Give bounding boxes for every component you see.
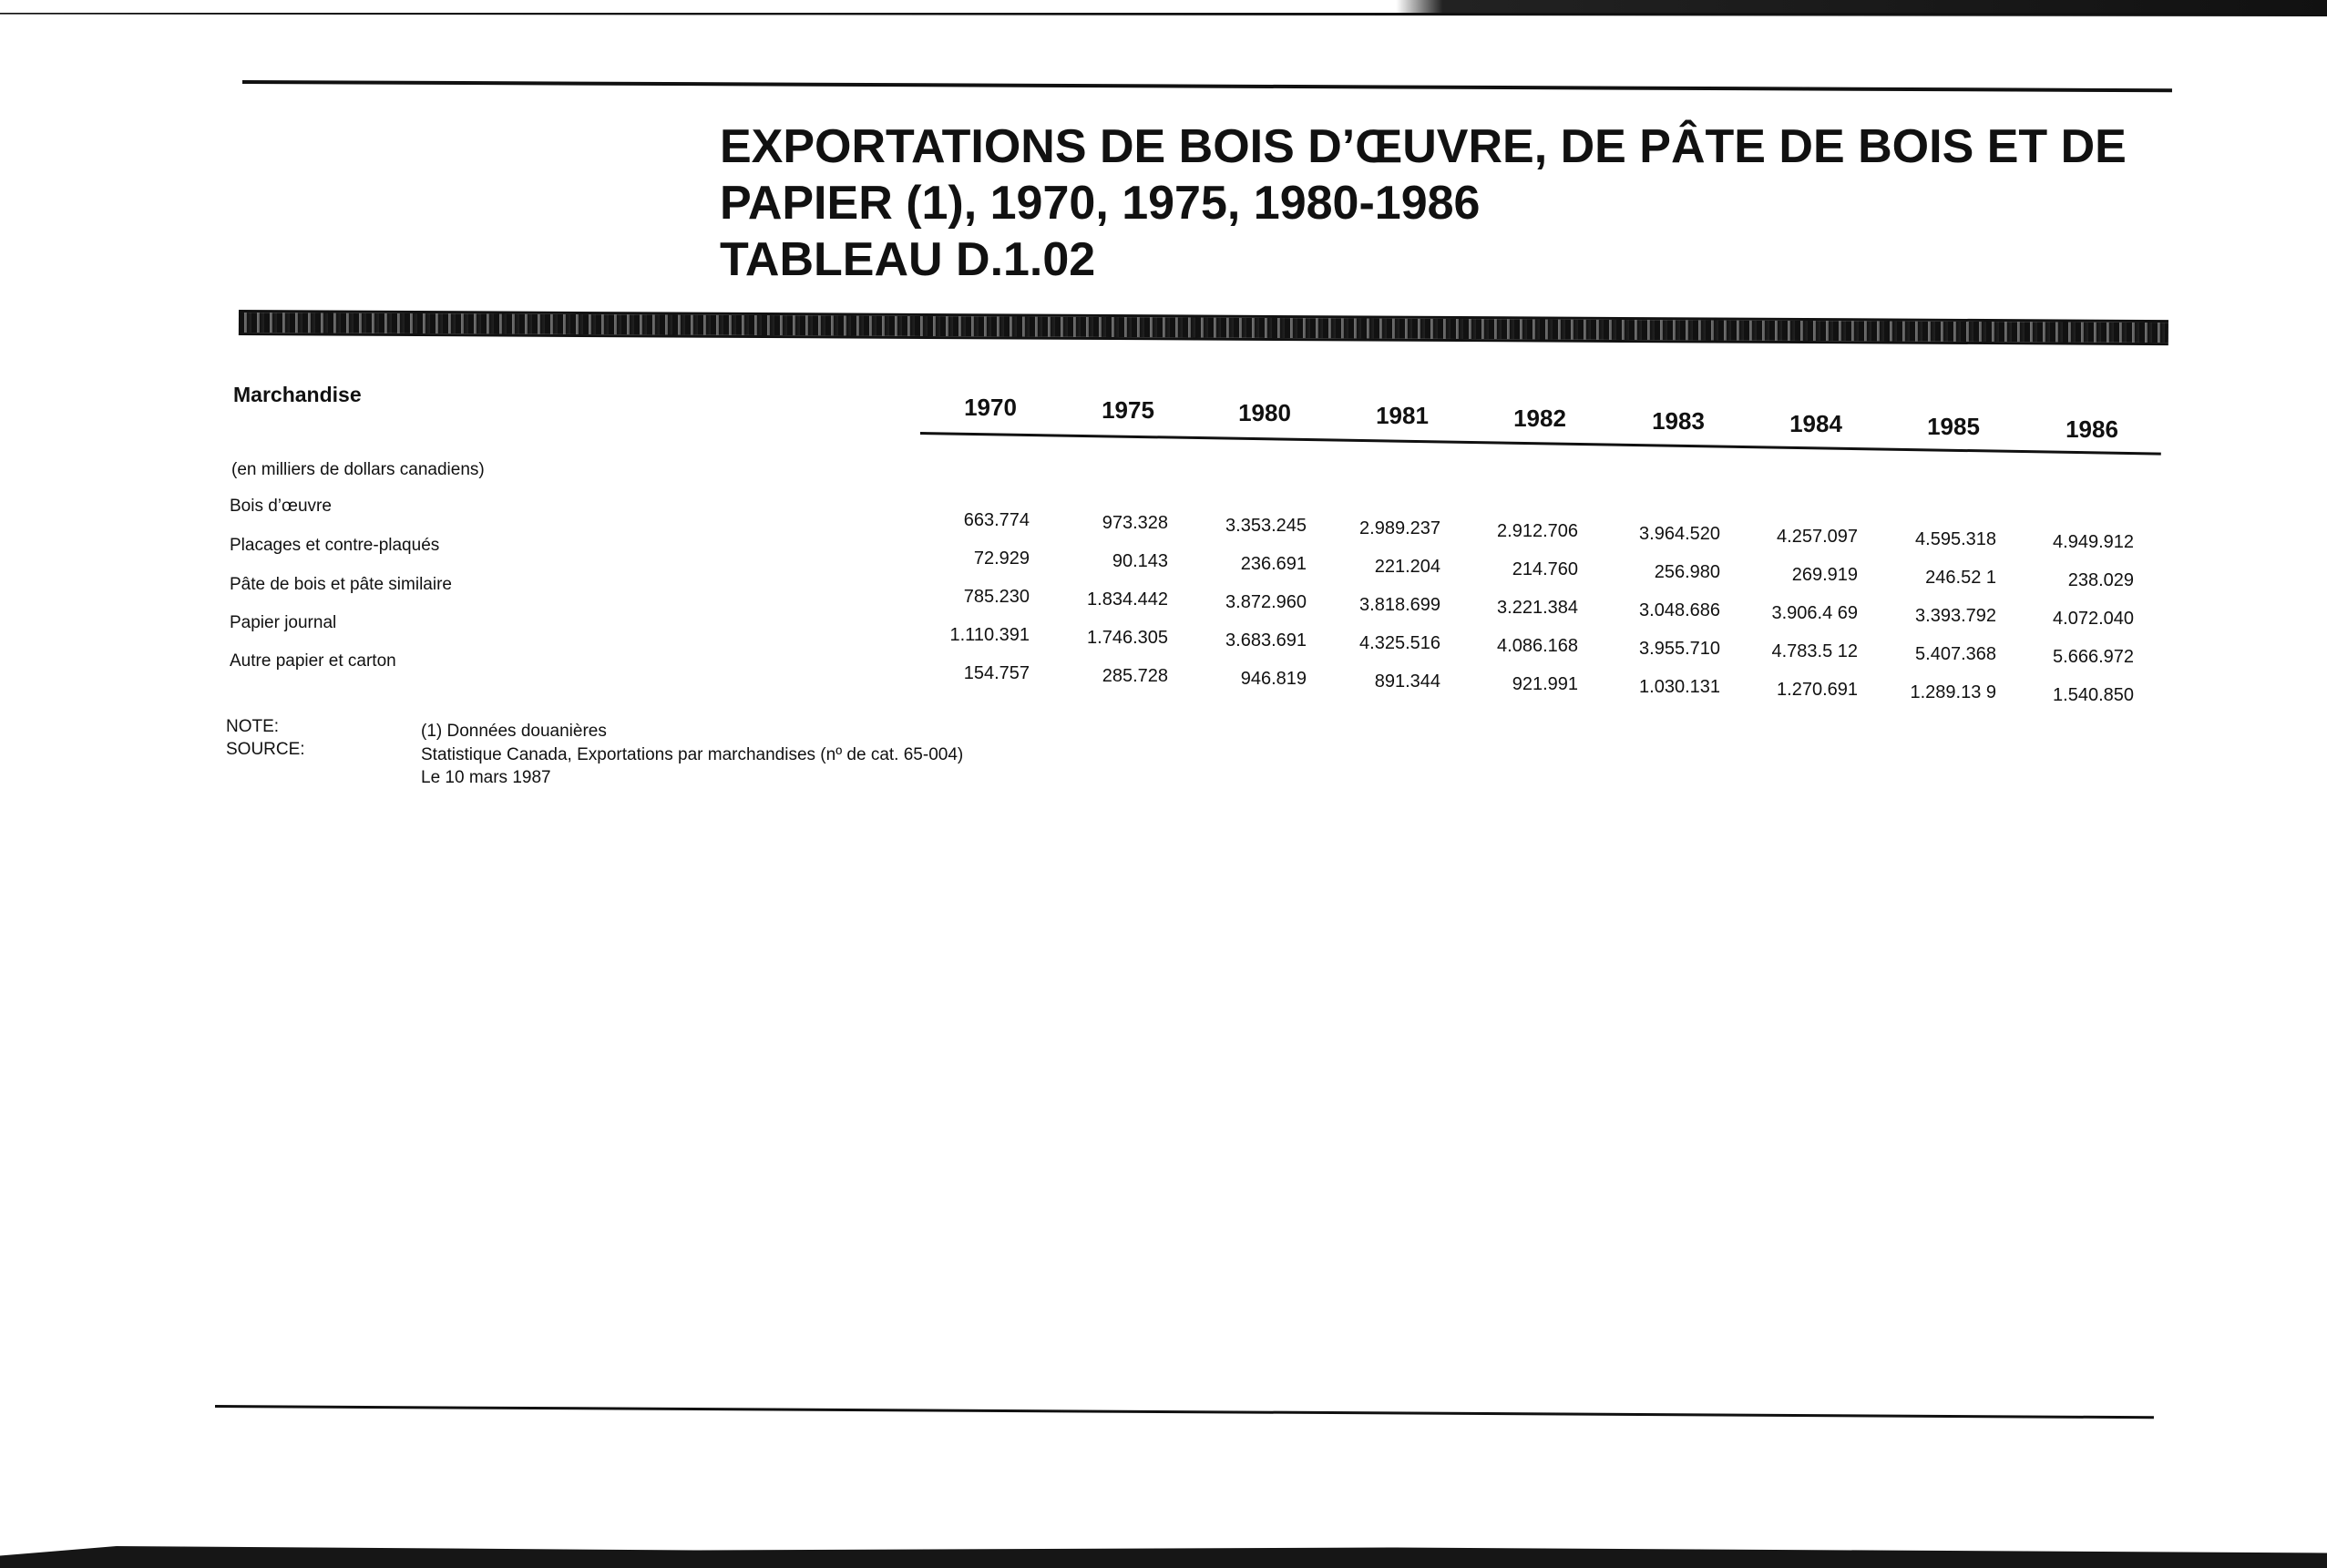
table-cell: 3.955.710 bbox=[1639, 639, 1720, 659]
table-cell: 3.221.384 bbox=[1497, 598, 1578, 618]
table-cell: 90.143 bbox=[1112, 551, 1168, 571]
title-line-3: TABLEAU D.1.02 bbox=[720, 233, 1096, 286]
table-cell: 3.906.4 69 bbox=[1771, 603, 1858, 623]
row-label-pate-de-bois: Pâte de bois et pâte similaire bbox=[230, 575, 452, 594]
table-cell: 4.325.516 bbox=[1359, 633, 1440, 653]
row-label-papier-journal: Papier journal bbox=[230, 613, 337, 632]
table-cell: 256.980 bbox=[1654, 562, 1720, 582]
title-line-2: PAPIER (1), 1970, 1975, 1980-1986 bbox=[720, 177, 1481, 230]
table-cell: 236.691 bbox=[1240, 554, 1307, 574]
row-label-bois-oeuvre: Bois d’œuvre bbox=[230, 497, 332, 516]
year-header: 1983 bbox=[1652, 407, 1705, 435]
table-cell: 891.344 bbox=[1374, 671, 1440, 692]
table-cell: 4.949.912 bbox=[2053, 532, 2134, 552]
note-text: (1) Données douanières bbox=[421, 722, 607, 741]
table-cell: 3.872.960 bbox=[1225, 592, 1307, 612]
table-cell: 269.919 bbox=[1791, 565, 1858, 585]
source-text: Statistique Canada, Exportations par marchandises (nº de cat. 65-004) bbox=[421, 745, 964, 764]
table-cell: 4.595.318 bbox=[1915, 529, 1996, 549]
table-cell: 2.989.237 bbox=[1359, 518, 1440, 538]
table-cell: 1.834.442 bbox=[1087, 589, 1168, 610]
year-header: 1981 bbox=[1376, 402, 1429, 429]
table-cell: 154.757 bbox=[963, 663, 1030, 683]
year-header: 1986 bbox=[2066, 415, 2118, 443]
table-cell: 4.783.5 12 bbox=[1771, 641, 1858, 661]
table-cell: 1.540.850 bbox=[2053, 685, 2134, 705]
note-label: NOTE: bbox=[226, 717, 280, 736]
table-cell: 3.353.245 bbox=[1225, 516, 1307, 536]
table-cell: 5.407.368 bbox=[1915, 644, 1996, 664]
table-cell: 4.072.040 bbox=[2053, 609, 2134, 629]
table-cell: 238.029 bbox=[2067, 570, 2134, 590]
row-label-placages: Placages et contre-plaqués bbox=[230, 536, 440, 555]
table-cell: 3.818.699 bbox=[1359, 595, 1440, 615]
table-cell: 3.048.686 bbox=[1639, 600, 1720, 620]
table-cell: 1.289.13 9 bbox=[1910, 682, 1996, 702]
source-label: SOURCE: bbox=[226, 740, 305, 759]
row-label-autre-papier: Autre papier et carton bbox=[230, 651, 396, 671]
table-cell: 246.52 1 bbox=[1925, 568, 1996, 588]
table-cell: 4.257.097 bbox=[1777, 527, 1858, 547]
table-cell: 3.393.792 bbox=[1915, 606, 1996, 626]
table-cell: 1.746.305 bbox=[1087, 628, 1168, 648]
column-header-merchandise: Marchandise bbox=[233, 383, 362, 406]
table-cell: 921.991 bbox=[1512, 674, 1578, 694]
table-cell: 72.929 bbox=[973, 548, 1030, 569]
year-header: 1985 bbox=[1927, 413, 1980, 440]
year-header: 1975 bbox=[1102, 396, 1154, 424]
table-cell: 2.912.706 bbox=[1497, 521, 1578, 541]
table-cell: 3.964.520 bbox=[1639, 524, 1720, 544]
table-cell: 785.230 bbox=[963, 587, 1030, 607]
table-cell: 1.110.391 bbox=[949, 625, 1030, 645]
year-header: 1970 bbox=[964, 394, 1017, 421]
table-cell: 285.728 bbox=[1102, 666, 1168, 686]
title-line-1: EXPORTATIONS DE BOIS D’ŒUVRE, DE PÂTE DE BOIS ET DE bbox=[720, 120, 2127, 173]
year-header: 1982 bbox=[1513, 405, 1566, 432]
table-cell: 3.683.691 bbox=[1225, 630, 1307, 651]
table-cell: 946.819 bbox=[1240, 669, 1307, 689]
table-cell: 4.086.168 bbox=[1497, 636, 1578, 656]
table-cell: 214.760 bbox=[1512, 559, 1578, 579]
table-cell: 221.204 bbox=[1374, 557, 1440, 577]
table-cell: 973.328 bbox=[1102, 513, 1168, 533]
table-cell: 1.030.131 bbox=[1639, 677, 1720, 697]
units-label: (en milliers de dollars canadiens) bbox=[231, 460, 485, 479]
table-cell: 1.270.691 bbox=[1777, 680, 1858, 700]
year-header: 1980 bbox=[1238, 399, 1291, 426]
date-text: Le 10 mars 1987 bbox=[421, 768, 551, 787]
year-header: 1984 bbox=[1789, 410, 1842, 437]
table-cell: 663.774 bbox=[963, 510, 1030, 530]
table-cell: 5.666.972 bbox=[2053, 647, 2134, 667]
